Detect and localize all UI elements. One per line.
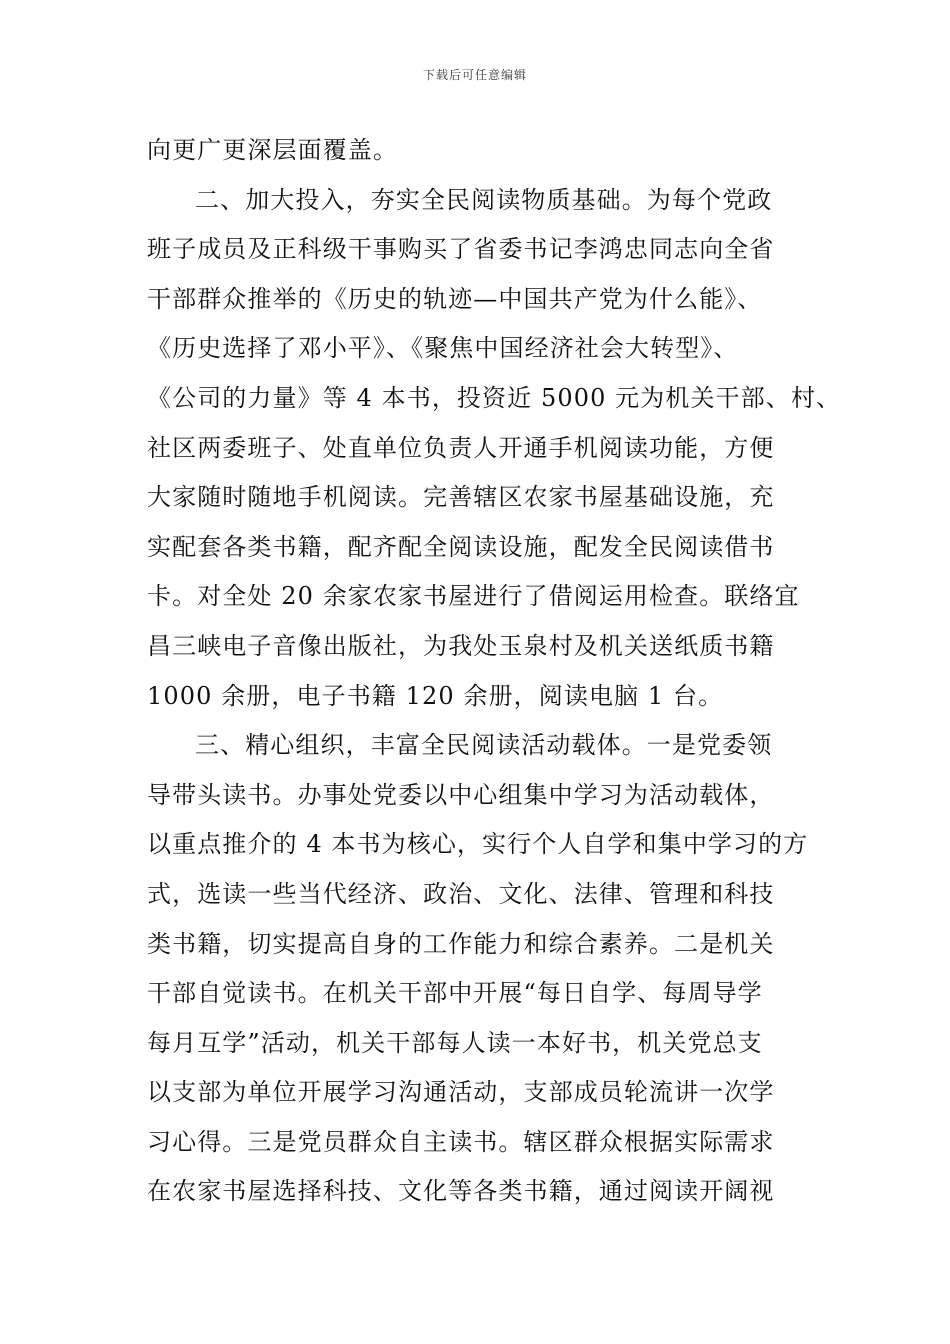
text-line: 向更广更深层面覆盖。	[147, 136, 398, 164]
text-line: 每月互学”活动，机关干部每人读一本好书，机关党总支	[147, 1028, 763, 1057]
text-line: 习心得。三是党员群众自主读书。辖区群众根据实际需求	[147, 1127, 775, 1156]
text-line: 《公司的力量》等 4 本书，投资近 5000 元为机关干部、村、	[147, 383, 842, 412]
text-line: 三、精心组织，丰富全民阅读活动载体。一是党委领	[195, 731, 773, 760]
text-line: 以支部为单位开展学习沟通活动，支部成员轮流讲一次学	[147, 1078, 775, 1107]
text-line: 类书籍，切实提高自身的工作能力和综合素养。二是机关	[147, 929, 775, 958]
text-line: 式，选读一些当代经济、政治、文化、法律、管理和科技	[147, 879, 775, 908]
text-line: 卡。对全处 20 余家农家书屋进行了借阅运用检查。联络宜	[147, 582, 800, 611]
text-line: 实配套各类书籍，配齐配全阅读设施，配发全民阅读借书	[147, 532, 775, 561]
text-line: 干部群众推举的《历史的轨迹—中国共产党为什么能》、	[147, 284, 763, 313]
text-line: 干部自觉读书。在机关干部中开展“每日自学、每周导学	[147, 979, 763, 1008]
text-line: 二、加大投入，夯实全民阅读物质基础。为每个党政	[195, 185, 773, 214]
text-line: 以重点推介的 4 本书为核心，实行个人自学和集中学习的方	[147, 830, 809, 859]
document-body	[147, 126, 842, 1217]
text-line: 在农家书屋选择科技、文化等各类书籍，通过阅读开阔视	[147, 1177, 775, 1206]
text-line: 社区两委班子、处直单位负责人开通手机阅读功能，方便	[147, 433, 775, 462]
page-header: 下载后可任意编辑	[422, 68, 527, 82]
text-line: 大家随时随地手机阅读。完善辖区农家书屋基础设施，充	[147, 483, 775, 512]
text-line: 导带头读书。办事处党委以中心组集中学习为活动载体，	[147, 780, 775, 809]
text-line: 班子成员及正科级干事购买了省委书记李鸿忠同志向全省	[147, 235, 775, 264]
text-line: 1000 余册，电子书籍 120 余册，阅读电脑 1 台。	[147, 681, 724, 710]
text-line: 《历史选择了邓小平》、《聚焦中国经济社会大转型》、	[147, 334, 739, 363]
text-line: 昌三峡电子音像出版社，为我处玉泉村及机关送纸质书籍	[147, 631, 775, 660]
